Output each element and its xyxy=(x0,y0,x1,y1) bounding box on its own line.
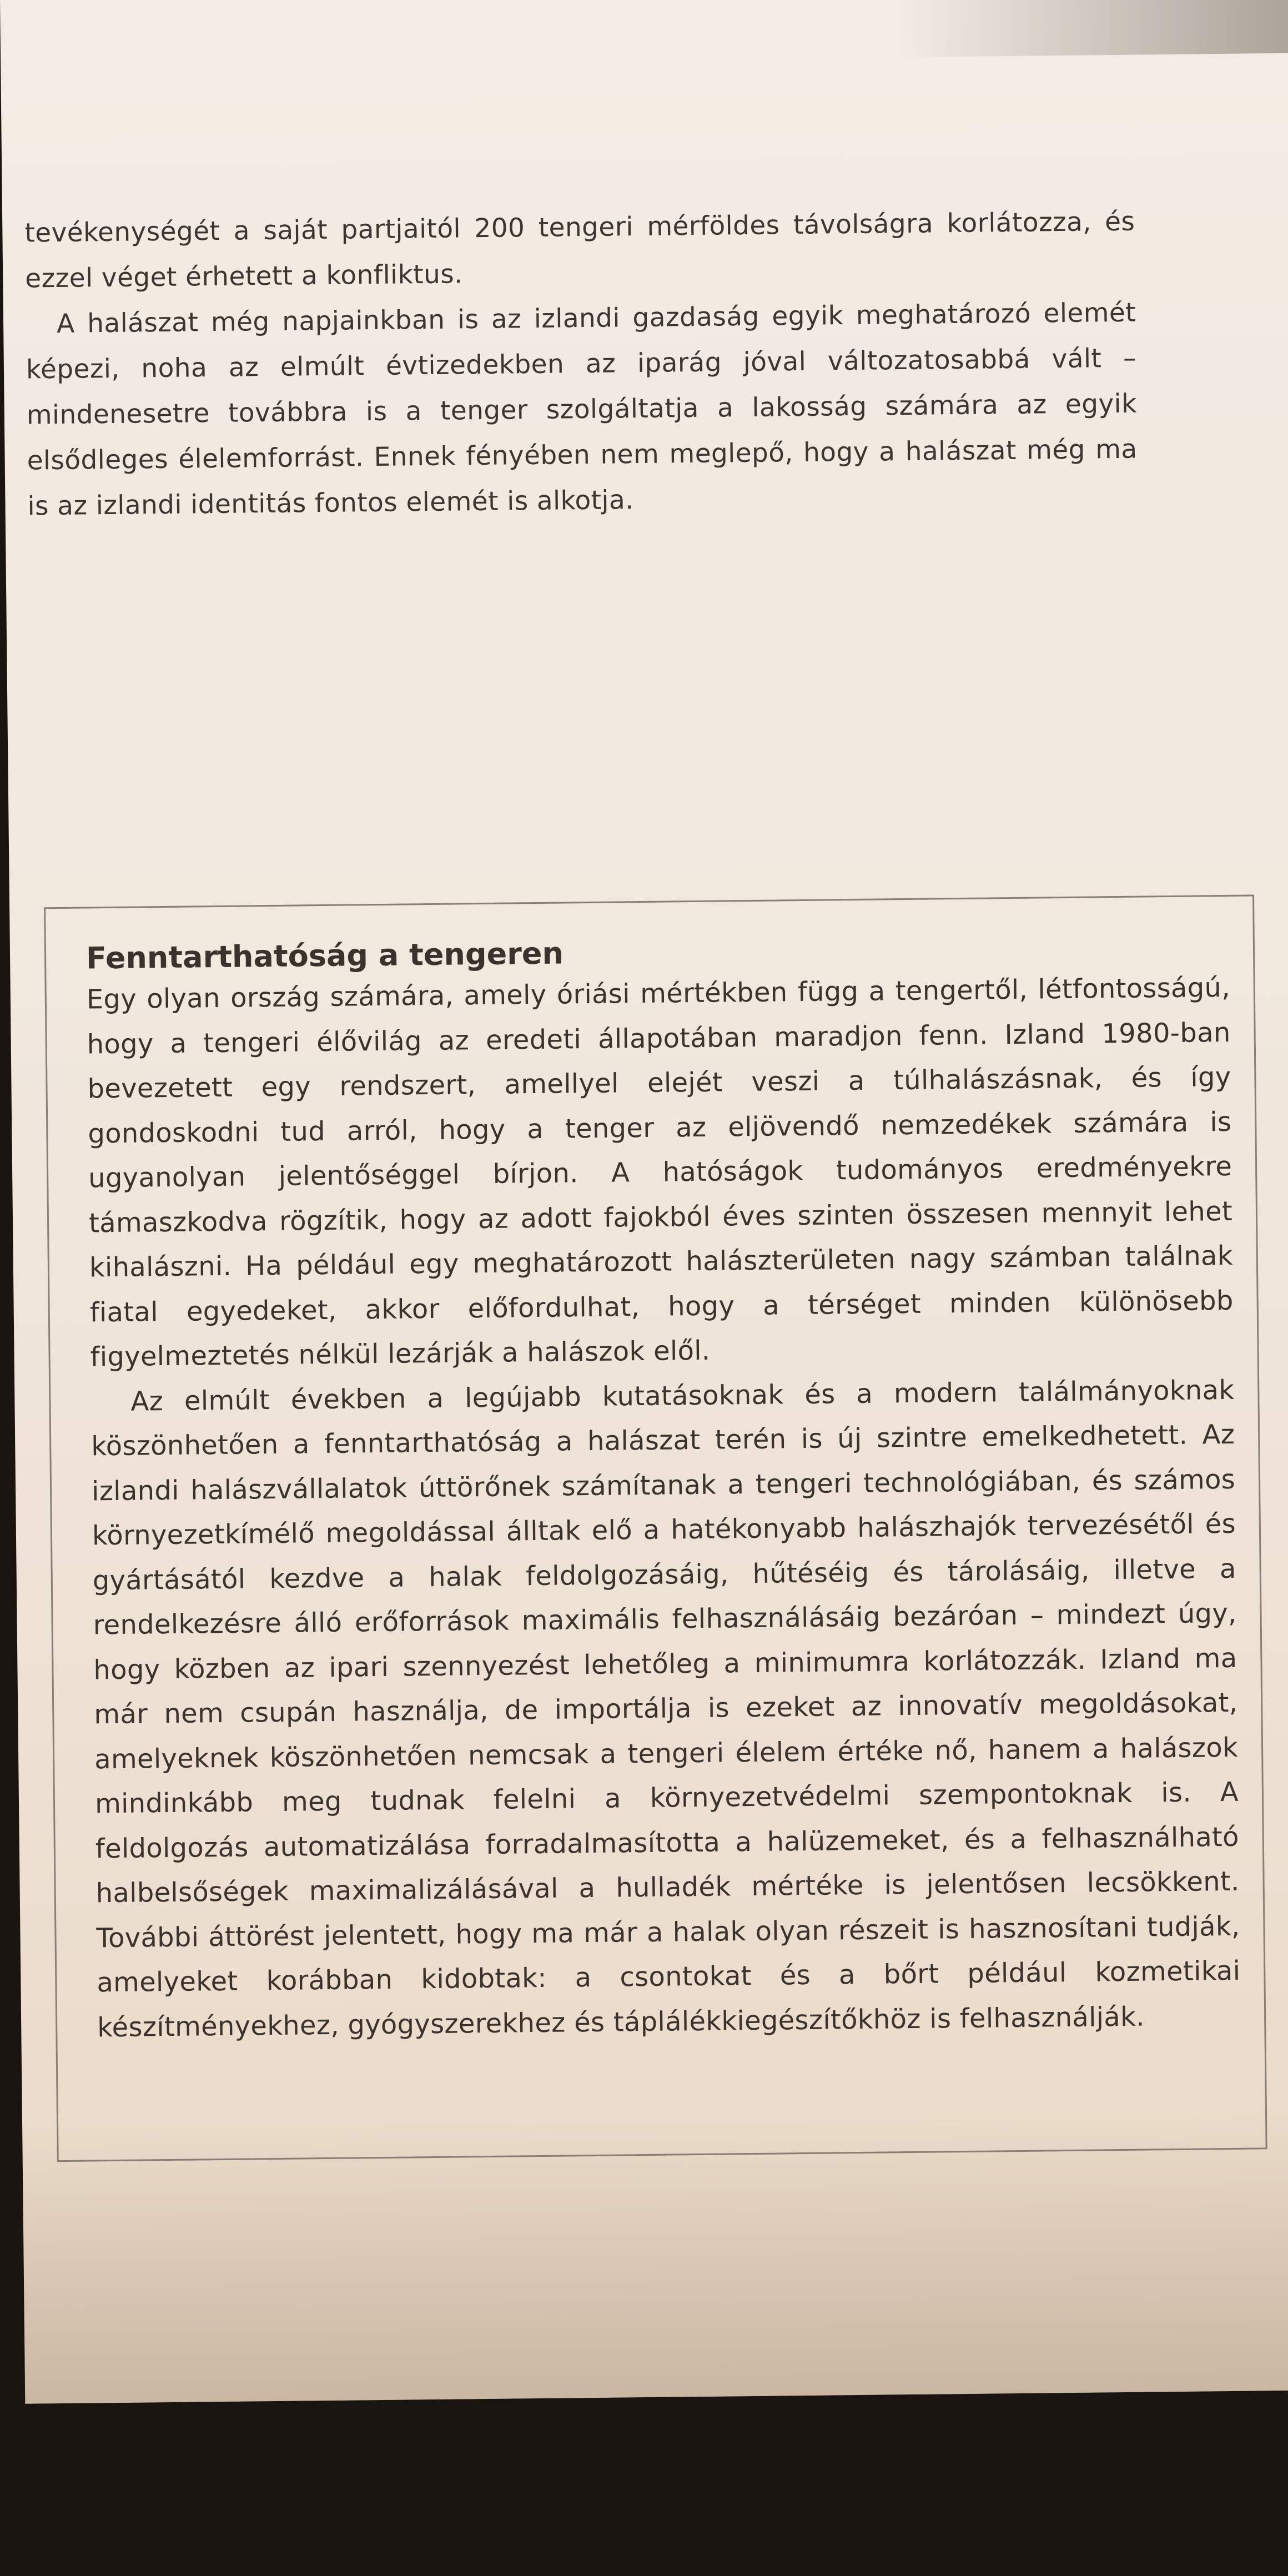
main-paragraph-2: A halászat még napjainkban is az izlandi gazdaság egyik meghatározó elemét képezi, noha az elmúlt évtizedekben az iparág jóval változatosabbá vált – mindenesetre továbbra is a tenger szolgáltatja a lakosság számára az egyik elsődleges élelemforrást. Ennek fényében nem meglepő, hogy a halászat még ma is az izlandi identitás fontos elemét is alkotja. xyxy=(26,297,1138,522)
sidebar-box xyxy=(44,894,1267,2162)
main-text xyxy=(24,199,1138,530)
box-body xyxy=(86,965,1241,2050)
main-paragraph-1: tevékenységét a saját partjaitól 200 tengeri mérföldes távolságra korlátozza, és ezzel véget érhetett a konfliktus. xyxy=(24,206,1135,294)
box-title: Fenntarthatóság a tengeren xyxy=(85,935,564,976)
page-corner-shadow xyxy=(899,0,1288,57)
box-paragraph-2: Az elmúlt években a legújabb kutatásoknak és a modern találmányoknak köszönhetően a fenntarthatóság a halászat terén is új szintre emelkedhetett. Az izlandi halászvállalatok úttörőnek számítanak a tengeri technológiában, és számos környezetkímélő megoldással álltak elő a hatékonyabb halászhajók tervezésétől és gyártásától kezdve a halak feldolgozásáig, hűtéséig és tárolásáig, illetve a rendelkezésre álló erőforrások maximális felhasználásáig bezáróan – mindezt úgy, hogy közben az ipari szennyezést lehetőleg a minimumra korlátozzák. Izland ma már nem csupán használja, de importálja is ezeket az innovatív megoldásokat, amelyeknek köszönhetően nemcsak a tengeri élelem értéke nő, hanem a halászok mindinkább meg tudnak felelni a környezetvédelmi szempontoknak is. A feldolgozás automatizálása forradalmasította a halüzemeket, és a felhasználható halbelsőségek maximalizálásával a hulladék mértéke is jelentősen lecsökkent. További áttörést jelentett, hogy ma már a halak olyan részeit is hasznosítani tudják, amelyeket korábban kidobtak: a csontokat és a bőrt például kozmetikai készítményekhez, gyógyszerekhez és táplálékkiegészítőkhöz is felhasználják. xyxy=(90,1374,1241,2043)
box-paragraph-1: Egy olyan ország számára, amely óriási mértékben függ a tengertől, létfontosságú, hogy a tengeri élővilág az eredeti állapotában maradjon fenn. Izland 1980-ban bevezetett egy rendszert, amellyel elejét veszi a túlhalászásnak, és így gondoskodni tud arról, hogy a tenger az eljövendő nemzedékek számára is ugyanolyan jelentőséggel bírjon. A hatóságok tudományos eredményekre támaszkodva rögzítik, hogy az adott fajokból éves szinten összesen mennyit lehet kihalászni. Ha például egy meghatározott halászterületen nagy számban találnak fiatal egyedeket, akkor előfordulhat, hogy a térséget minden különösebb figyelmeztetés nélkül lezárják a halászok elől. xyxy=(86,972,1234,1373)
